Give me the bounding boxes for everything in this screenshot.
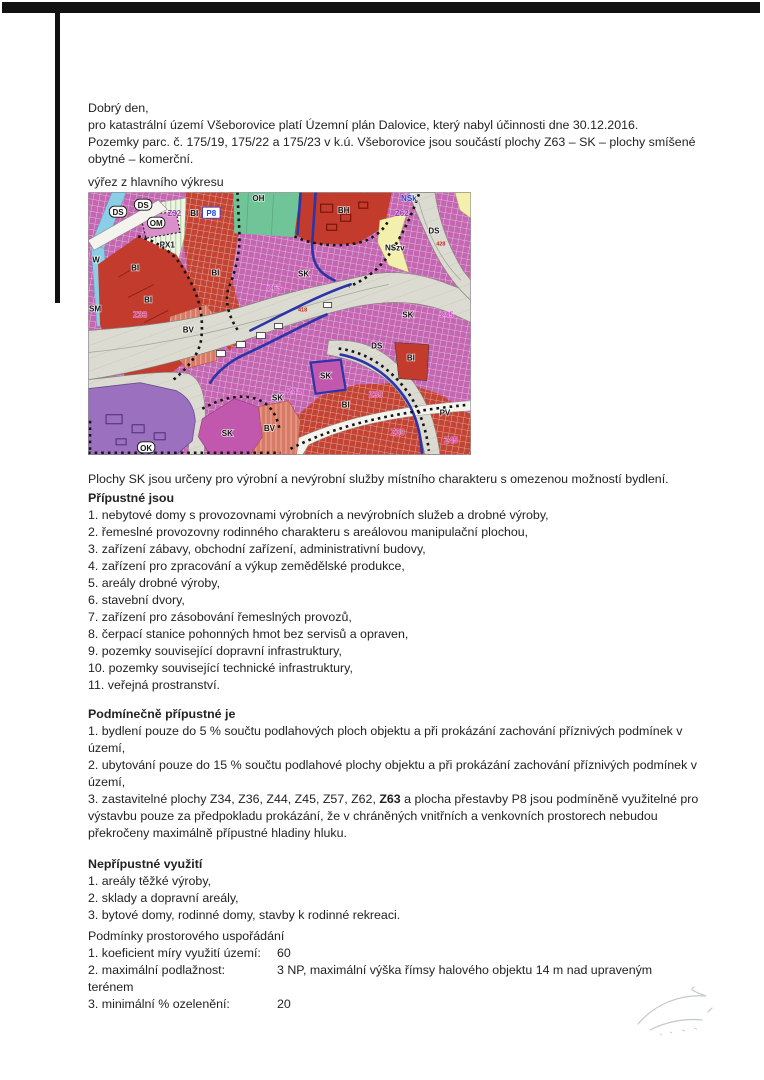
zoning-map — [88, 192, 471, 455]
map-label-bi: BI — [131, 263, 140, 273]
map-label-sk: SK — [402, 310, 414, 320]
map-label-z45: Z45 — [444, 435, 458, 445]
map-label-bi: BI — [406, 353, 415, 363]
map-label-z39: Z39 — [368, 390, 383, 400]
map-caption: výřez z hlavního výkresu — [88, 175, 224, 189]
map-label-oh: OH — [252, 194, 265, 204]
line3-suffix: a plocha přestavby P8 jsou podmíněně využitelné pro — [400, 792, 699, 806]
parameter-label: 2. maximální podlažnost: — [88, 963, 226, 977]
map-label-ok: OK — [140, 443, 153, 453]
list-item: 2. sklady a dopravní areály, — [88, 891, 239, 905]
list-item: 2. ubytování pouze do 15 % součtu podlahové plochy objektu a při prokázání zachování příznivých podmínek v — [88, 758, 697, 772]
map-label-nsk: NSk — [401, 194, 417, 204]
list-item: 5. areály drobné výroby, — [88, 576, 221, 590]
list-item: 3. bytové domy, rodinné domy, stavby k rodinné rekreaci. — [88, 908, 401, 922]
list-item — [88, 791, 698, 808]
map-label-bh: BH — [337, 206, 350, 216]
map-label-sk: SK — [271, 393, 284, 403]
line3-prefix: 3. zastavitelné plochy Z34, Z36, Z44, Z45, Z57, Z62, — [88, 792, 380, 806]
list-item: 11. veřejná prostranství. — [88, 678, 221, 692]
list-item: 1. areály těžké výroby, — [88, 874, 212, 888]
parameter-label: 1. koeficient míry využití území: — [88, 946, 261, 960]
map-label-p8: P8 — [206, 209, 217, 219]
list-item: 3. zařízení zábavy, obchodní zařízení, administrativní budovy, — [88, 542, 426, 556]
section-title-pripustne: Přípustné jsou — [88, 491, 175, 505]
parameter-row — [88, 945, 698, 962]
parameter-value-continuation: terénem — [88, 980, 134, 994]
map-label-z62: Z62 — [394, 209, 409, 219]
section-title-podminky: Podmínky prostorového uspořádání — [88, 929, 285, 943]
map-label-428: 428 — [436, 241, 446, 248]
intro-line: Pozemky parc. č. 175/19, 175/22 a 175/23 v k.ú. Všeborovice jsou součástí plochy Z63 – SK – plochy smíšené — [88, 135, 696, 149]
map-label-om: OM — [149, 219, 163, 229]
map-label-z33: Z33 — [133, 310, 148, 320]
section-title-nepripustne: Nepřípustné využití — [88, 857, 203, 871]
list-item-continuation: výstavbu pouze za předpokladu prokázání, že v chráněných vnitřních a venkovních prostorech nebudou — [88, 809, 658, 823]
parameter-row — [88, 962, 698, 979]
map-label-w: W — [92, 255, 100, 265]
map-label-bi: BI — [190, 209, 199, 219]
map-label-bi: BI — [341, 400, 350, 410]
map-label-bi: BI — [211, 268, 220, 278]
list-item: 7. zařízení pro zásobování řemeslných provozů, — [88, 610, 352, 624]
list-item: 2. řemeslné provozovny rodinného charakteru s areálovou manipulační plochou, — [88, 525, 529, 539]
list-item: 1. bydlení pouze do 5 % součtu podlahových ploch objektu a při prokázání zachování příznivých podmínek v — [88, 724, 683, 738]
list-item: 6. stavební dvory, — [88, 593, 185, 607]
parameter-value: 60 — [277, 946, 291, 960]
scan-artifact-top-bar — [2, 2, 760, 13]
intro-line: Dobrý den, — [88, 101, 149, 115]
list-item-continuation: překročeny maximálně přípustné hladiny hluku. — [88, 826, 347, 840]
parameter-value: 3 NP, maximální výška římsy halového objektu 14 m nad upraveným — [277, 963, 653, 977]
map-label-sk: SK — [221, 428, 233, 438]
sk-summary: Plochy SK jsou určeny pro výrobní a nevýrobní služby místního charakteru s omezenou možností bydlení. — [88, 472, 669, 486]
line3-z63-bold: Z63 — [379, 792, 401, 806]
map-label-bi: BI — [144, 295, 153, 305]
section-title-podminecne: Podmínečně přípustné je — [88, 707, 236, 721]
map-label-z45: Z45 — [440, 310, 454, 320]
map-label-bv: BV — [263, 423, 276, 433]
list-item-continuation: území, — [88, 741, 126, 755]
parameter-value: 20 — [277, 997, 291, 1011]
zoning-map-svg — [88, 192, 471, 455]
map-label-ds: DS — [137, 201, 149, 211]
map-label-bv: BV — [182, 325, 194, 335]
list-item-continuation: území, — [88, 775, 126, 789]
list-item: 8. čerpací stanice pohonných hmot bez servisů a opraven, — [88, 627, 409, 641]
map-label-418: 418 — [297, 307, 308, 314]
map-label-sk: SK — [297, 269, 310, 279]
list-item: 1. nebytové domy s provozovnami výrobních a nevýrobních služeb a drobné výroby, — [88, 508, 549, 522]
intro-line: obytné – komerční. — [88, 152, 194, 166]
map-label-z44: Z44 — [287, 387, 302, 397]
map-label-z63: Z63 — [267, 283, 282, 293]
intro-line: pro katastrální území Všeborovice platí Územní plán Dalovice, který nabyl účinnosti dne 30.12.2016. — [88, 118, 639, 132]
list-item: 10. pozemky související technické infrastruktury, — [88, 661, 353, 675]
map-label-z39: Z39 — [390, 427, 405, 437]
parameter-label: 3. minimální % ozelenění: — [88, 997, 230, 1011]
map-label-ds: DS — [428, 226, 440, 236]
list-item: 4. zařízení pro zpracování a výkup zemědělské produkce, — [88, 559, 405, 573]
map-label-sk: SK — [320, 371, 332, 381]
map-label-ds: DS — [371, 341, 383, 351]
map-label-z32: Z32 — [167, 209, 182, 219]
map-label-nszv: NSzv — [384, 243, 405, 253]
map-label-ds: DS — [112, 208, 124, 218]
scan-artifact-left-line — [55, 11, 60, 303]
document-body — [88, 100, 698, 1013]
map-label-px1: PX1 — [159, 240, 175, 250]
parameter-row — [88, 996, 698, 1013]
map-label-sm: SM — [89, 304, 102, 314]
list-item: 9. pozemky související dopravní infrastruktury, — [88, 644, 342, 658]
map-region-oh — [233, 192, 301, 237]
handwritten-signature-mark — [630, 982, 750, 1052]
map-label-pv: PV — [439, 408, 451, 418]
